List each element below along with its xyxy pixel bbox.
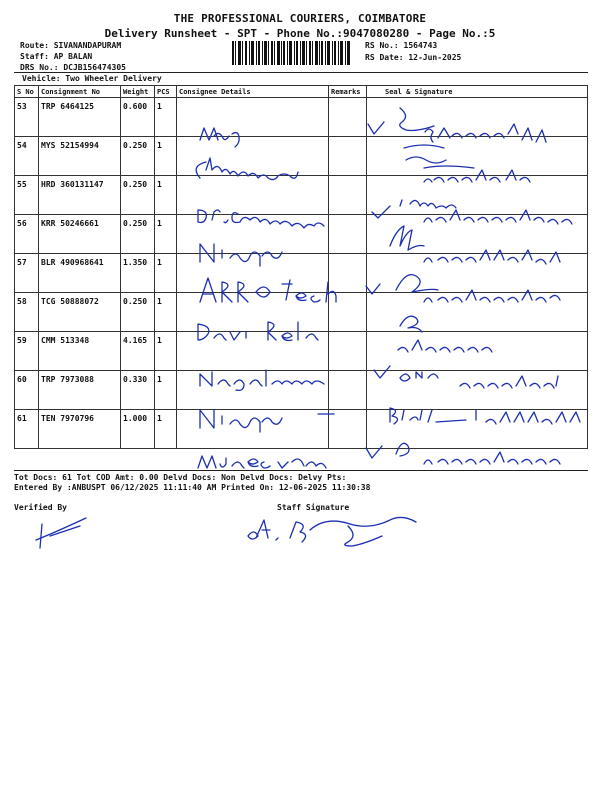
cell-weight: 4.165 (121, 332, 155, 371)
cell-weight: 0.330 (121, 371, 155, 410)
cell-remarks (329, 293, 367, 332)
cell-weight: 1.000 (121, 410, 155, 449)
table-row (15, 293, 588, 332)
vehicle-label: Vehicle: Two Wheeler Delivery (22, 74, 162, 83)
cell-consignee (177, 98, 329, 137)
cell-consignment: CMM 513348 (39, 332, 121, 371)
cell-seal (367, 371, 588, 410)
cell-consignee (177, 215, 329, 254)
cell-seal (367, 137, 588, 176)
cell-sno: 57 (15, 254, 39, 293)
cell-remarks (329, 332, 367, 371)
verified-by-signature (36, 518, 86, 548)
header-consignment: Consignment No (39, 86, 121, 98)
cell-consignment: TCG 50888072 (39, 293, 121, 332)
runsheet-table (14, 85, 588, 449)
cell-sno: 56 (15, 215, 39, 254)
cell-weight: 1.350 (121, 254, 155, 293)
cell-consignment: TRP 7973088 (39, 371, 121, 410)
table-row (15, 215, 588, 254)
cell-weight: 0.600 (121, 98, 155, 137)
cell-remarks (329, 98, 367, 137)
cell-consignee (177, 332, 329, 371)
cell-consignee (177, 254, 329, 293)
drs-label: DRS No.: DCJB156474305 (20, 63, 126, 72)
cell-sno: 59 (15, 332, 39, 371)
cell-consignee (177, 293, 329, 332)
table-row (15, 254, 588, 293)
verified-by-label: Verified By (14, 503, 67, 512)
header-pcs: PCS (155, 86, 177, 98)
rs-date: RS Date: 12-Jun-2025 (365, 53, 462, 62)
cell-weight: 0.250 (121, 137, 155, 176)
cell-pcs: 1 (155, 215, 177, 254)
footer-divider (14, 470, 588, 471)
entered-by-line: Entered By :ANBUSPT 06/12/2025 11:11:40 AM Printed On: 12-06-2025 11:30:38 (14, 483, 371, 492)
header-consignee: Consignee Details (177, 86, 329, 98)
cell-consignment: TRP 6464125 (39, 98, 121, 137)
header-seal-signature: Seal & Signature (367, 86, 588, 98)
cell-remarks (329, 410, 367, 449)
cell-remarks (329, 254, 367, 293)
cell-seal (367, 176, 588, 215)
cell-seal (367, 254, 588, 293)
cell-sno: 55 (15, 176, 39, 215)
table-row (15, 371, 588, 410)
cell-seal (367, 293, 588, 332)
cell-remarks (329, 176, 367, 215)
cell-remarks (329, 137, 367, 176)
staff-signature-label: Staff Signature (277, 503, 350, 512)
cell-pcs: 1 (155, 371, 177, 410)
cell-pcs: 1 (155, 293, 177, 332)
cell-weight: 0.250 (121, 293, 155, 332)
header-weight: Weight (121, 86, 155, 98)
cell-consignee (177, 371, 329, 410)
cell-pcs: 1 (155, 332, 177, 371)
cell-pcs: 1 (155, 254, 177, 293)
totals-line: Tot Docs: 61 Tot COD Amt: 0.00 Delvd Docs: Non Delvd Docs: Delvy Pts: (14, 473, 347, 482)
consignee-handwriting (198, 456, 326, 468)
header-sno: S No (15, 86, 39, 98)
cell-consignee (177, 176, 329, 215)
cell-sno: 61 (15, 410, 39, 449)
cell-sno: 58 (15, 293, 39, 332)
company-title: THE PROFESSIONAL COURIERS, COIMBATORE (173, 12, 427, 25)
cell-seal (367, 215, 588, 254)
cell-pcs: 1 (155, 98, 177, 137)
cell-pcs: 1 (155, 137, 177, 176)
cell-consignment: KRR 50246661 (39, 215, 121, 254)
staff-signature (248, 517, 416, 546)
cell-seal (367, 98, 588, 137)
cell-weight: 0.250 (121, 176, 155, 215)
table-header-row (15, 86, 588, 98)
cell-consignment: BLR 490968641 (39, 254, 121, 293)
cell-seal (367, 410, 588, 449)
table-row (15, 176, 588, 215)
cell-pcs: 1 (155, 410, 177, 449)
table-row (15, 332, 588, 371)
barcode-image (232, 41, 350, 65)
cell-sno: 54 (15, 137, 39, 176)
cell-sno: 53 (15, 98, 39, 137)
cell-sno: 60 (15, 371, 39, 410)
cell-consignment: MYS 52154994 (39, 137, 121, 176)
header-remarks: Remarks (329, 86, 367, 98)
vehicle-bar (14, 72, 588, 84)
cell-consignment: TEN 7970796 (39, 410, 121, 449)
rs-number: RS No.: 1564743 (365, 41, 438, 50)
cell-consignee (177, 410, 329, 449)
cell-seal (367, 332, 588, 371)
runsheet-subtitle: Delivery Runsheet - SPT - Phone No.:9047080280 - Page No.:5 (104, 27, 496, 40)
cell-consignment: HRD 360131147 (39, 176, 121, 215)
phone-handwriting (424, 452, 560, 464)
cell-pcs: 1 (155, 176, 177, 215)
table-row (15, 98, 588, 137)
table-row (15, 137, 588, 176)
route-label: Route: SIVANANDAPURAM (20, 41, 122, 50)
cell-weight: 0.250 (121, 215, 155, 254)
cell-consignee (177, 137, 329, 176)
staff-label: Staff: AP BALAN (20, 52, 93, 61)
cell-remarks (329, 215, 367, 254)
table-row (15, 410, 588, 449)
cell-remarks (329, 371, 367, 410)
